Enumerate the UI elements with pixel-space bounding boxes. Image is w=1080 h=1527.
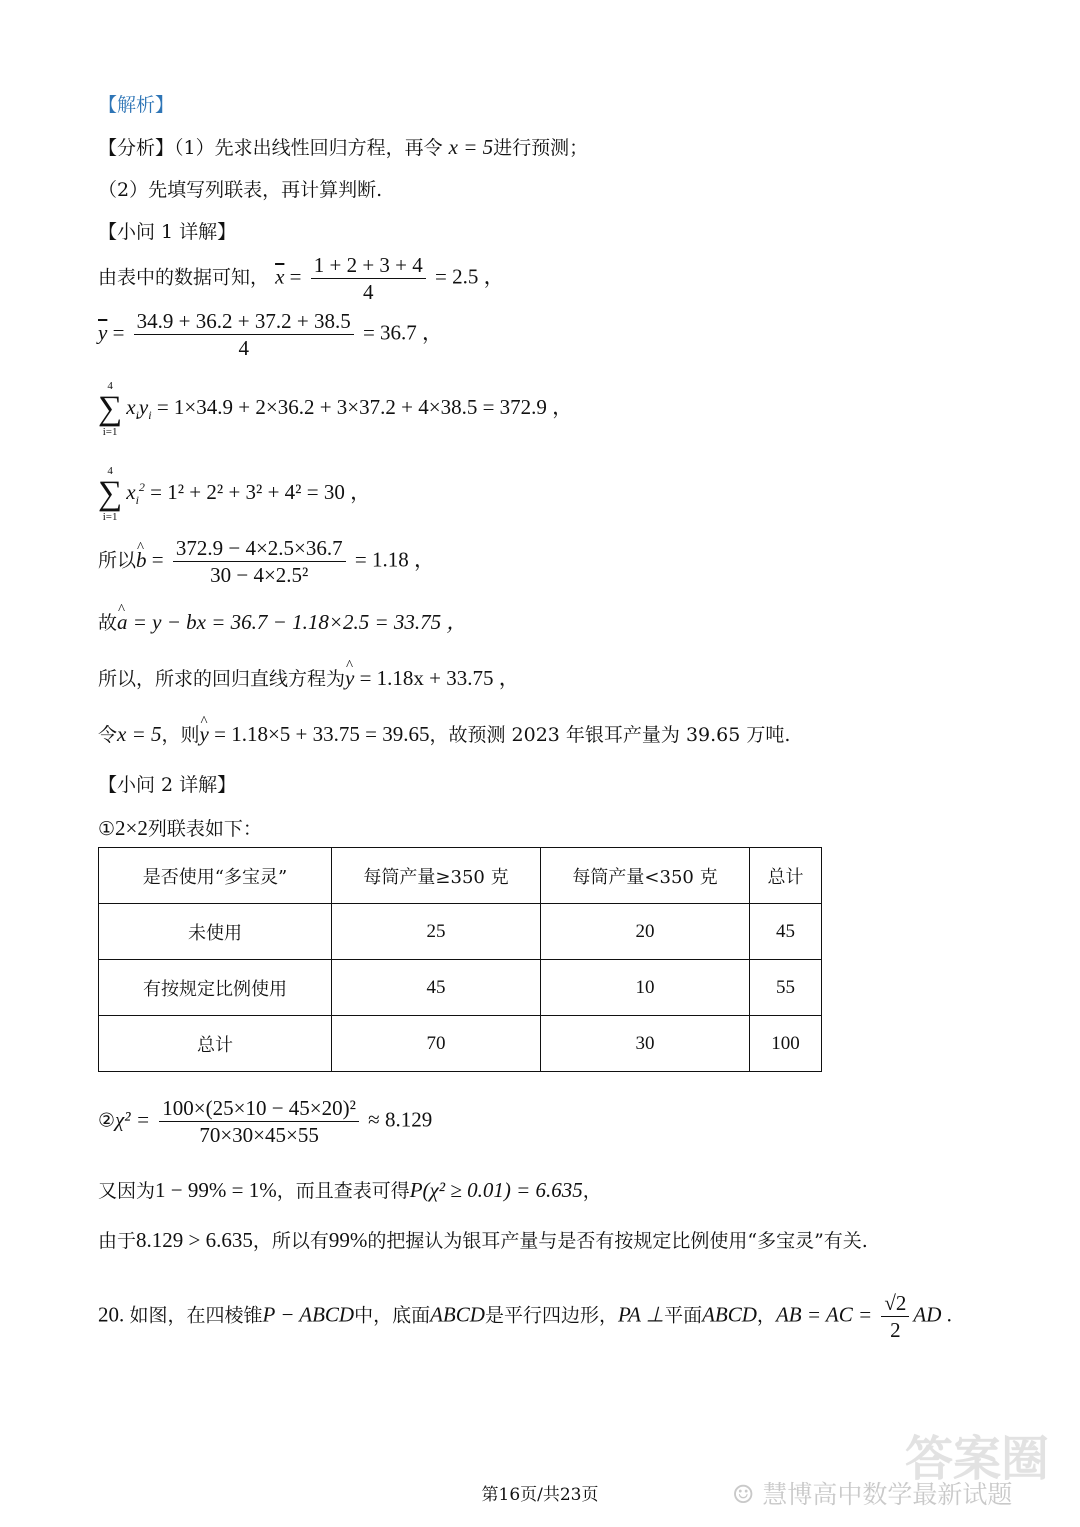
xbar-symbol: $\overline{x}$ [275,264,285,289]
conclusion-math: 8.129 > 6.635 [136,1228,253,1252]
table-cell: 有按规定比例使用 [99,960,332,1016]
table-row [99,1016,822,1072]
prediction-y-hat: ^ y [200,720,209,748]
table-cell: 70 [332,1016,541,1072]
analysis-part1 [98,133,588,162]
analysis-part1-end: 进行预测； [493,137,589,159]
conclusion-math2: 99% [328,1228,368,1252]
conclusion-text3: 的把握认为银耳产量与是否有按规定比例使用“多宝灵”有关. [367,1230,868,1252]
a-hat-symbol: ^ a [117,608,128,636]
table-intro-text: 列联表如下： [147,818,262,840]
problem-20-end: . [941,1302,952,1327]
table-cell: 总计 [99,1016,332,1072]
analysis-heading: 【解析】 [98,94,175,116]
ybar-numerator: 34.9 + 36.2 + 37.2 + 38.5 [134,308,354,335]
wechat-icon: ☺ [732,1480,763,1509]
table-intro-math: 2×2 [115,816,148,840]
conclusion-text: 由于 [98,1230,137,1252]
conclusion-text2: ，所以有 [252,1230,329,1252]
table-cell: 45 [332,960,541,1016]
prediction-then: ，则 [161,724,200,746]
sum-x2-lower: i=1 [102,511,118,523]
problem-20-text2: 中，底面 [354,1304,431,1327]
sum-xy-symbol: ∑ [98,390,123,427]
page-footer: 第16页/共23页 [481,1485,599,1505]
xbar-result: = 2.5 ， [429,264,505,289]
significance-text: 又因为 [98,1180,156,1202]
prediction-intro: 令 [98,724,118,746]
problem-20-text1: 如图，在四棱锥 [129,1304,263,1327]
watermark-label: 慧博高中数学最新试题 [762,1480,1013,1509]
significance-line [98,1176,602,1205]
problem-20-math6: AD [913,1302,942,1327]
ybar-fraction [134,308,354,361]
contingency-table [98,847,822,1072]
problem-20-fraction [881,1290,909,1343]
problem-20-text4: 平面 [664,1304,703,1327]
b-hat-denominator: 30 − 4×2.5² [210,563,309,587]
problem-20-math4: ABCD [702,1302,757,1327]
analysis-label: 【分析】 [98,137,175,159]
significance-math: 1 − 99% = 1% [155,1178,277,1202]
table-header-cell: 是否使用“多宝灵” [99,848,332,904]
table-header-cell: 总计 [750,848,822,904]
xbar-numerator: 1 + 2 + 3 + 4 [311,252,426,279]
ybar-eq: = [107,320,130,345]
problem-20-math2: ABCD [430,1302,485,1327]
problem-20-math3: PA ⊥ [617,1302,665,1327]
sum-x2-sigma [98,465,122,523]
sum-x2-symbol: ∑ [98,475,123,512]
chi-mark: ② [98,1109,116,1132]
significance-text2: ，而且查表可得 [276,1180,410,1202]
prediction-conclusion: ，故预测 2023 年银耳产量为 39.65 万吨. [429,724,791,746]
problem-20-frac-den: 2 [890,1318,901,1342]
analysis-part1-math: x = 5 [448,135,494,159]
table-row [99,904,822,960]
chi-denominator: 70×30×45×55 [199,1123,319,1147]
problem-20-math1: P − ABCD [262,1302,355,1327]
ybar-symbol: $\overline{y}$ [98,320,108,345]
chi-fraction [159,1095,359,1148]
table-intro [98,814,262,843]
table-header-cell: 每筒产量<350 克 [541,848,750,904]
ybar-result: = 36.7 ， [357,320,444,345]
significance-math2: P(χ² ≥ 0.01) = 6.635 [409,1178,583,1202]
regression-y-hat: ^ y [345,664,354,692]
problem-20-text5: ， [756,1304,776,1327]
sum-xy-expression: = 1×34.9 + 2×36.2 + 3×37.2 + 4×38.5 = 372.9 ， [151,395,574,419]
table-cell: 45 [750,904,822,960]
table-cell: 20 [541,904,750,960]
regression-expression: = 1.18x + 33.75 ， [354,666,520,690]
table-cell: 25 [332,904,541,960]
analysis-part2: （2）先填写列联表，再计算判断. [98,179,383,201]
b-hat-fraction [173,535,346,588]
prediction-line [98,720,790,749]
sum-x2-line: 4 ∑ i=1 $x_i^2 = 1^2 + 2^2 + 3^2 + 4^2 = 30$ ， [98,465,372,523]
a-hat-expression: = y − bx = 36.7 − 1.18×2.5 = 33.75 ， [127,610,468,634]
problem-20-text3: 是平行四边形， [484,1304,618,1327]
sum-xy-sigma [98,380,122,438]
ybar-line [98,308,443,361]
b-hat-result: = 1.18 ， [349,547,435,572]
chi-square-line [98,1095,432,1148]
sum-xy-lower: i=1 [102,426,118,438]
chi-symbol: χ² = [115,1107,156,1132]
significance-end: ， [582,1180,602,1202]
watermark-logo: 答案圈 [905,1431,1050,1487]
prediction-expression: = 1.18×5 + 33.75 = 39.65 [208,722,430,746]
conclusion-line [98,1226,868,1255]
problem-20-frac-num: √2 [881,1290,909,1317]
regression-equation-line [98,664,520,693]
xbar-line [98,252,505,305]
q1-title: 【小问 1 详解】 [98,221,237,243]
sum-x2-expression: = 1² + 2² + 3² + 4² = 30 ， [144,480,372,504]
analysis-part1-text: （1）先求出线性回归方程，再令 [174,137,443,159]
sum-xy-upper: 4 [107,380,113,392]
table-header-row [99,848,822,904]
xbar-intro: 由表中的数据可知， [98,266,270,289]
table-header-cell: 每筒产量≥350 克 [332,848,541,904]
table-cell: 30 [541,1016,750,1072]
a-hat-intro: 故 [98,612,118,634]
table-row [99,960,822,1016]
sum-xy-line: 4 ∑ i=1 $x_iy_i = 1\times 34.9 + 2\times 36.2 + 3\times 37.2 + 4\times 38.5 = 372.9$ ， [98,380,574,438]
b-hat-intro: 所以 [98,549,137,572]
chi-result: ≈ 8.129 [362,1107,433,1132]
chi-numerator: 100×(25×10 − 45×20)² [159,1095,359,1122]
ybar-denominator: 4 [238,336,249,360]
prediction-x: x = 5 [117,722,162,746]
sum-x2-upper: 4 [107,465,113,477]
table-cell: 100 [750,1016,822,1072]
xbar-denominator: 4 [363,280,374,304]
b-hat-line: 所以^ b = $\frac{372.9 - 4\times 2.5\times 36.7}{\text{30 − 4×2.5²}}$ = 1.18 ， [98,535,435,588]
problem-20 [98,1290,952,1343]
problem-20-number: 20. [98,1302,130,1327]
q2-title: 【小问 2 详解】 [98,774,237,796]
a-hat-line [98,608,467,637]
table-intro-mark: ① [98,818,116,840]
b-hat-numerator: 372.9 − 4×2.5×36.7 [173,535,346,562]
xbar-fraction [311,252,426,305]
table-cell: 未使用 [99,904,332,960]
regression-intro: 所以，所求的回归直线方程为 [98,668,346,690]
table-cell: 10 [541,960,750,1016]
b-hat-symbol: ^ b [136,546,147,574]
xbar-eq: = [284,264,307,289]
problem-20-math5: AB = AC = [775,1302,878,1327]
table-cell: 55 [750,960,822,1016]
